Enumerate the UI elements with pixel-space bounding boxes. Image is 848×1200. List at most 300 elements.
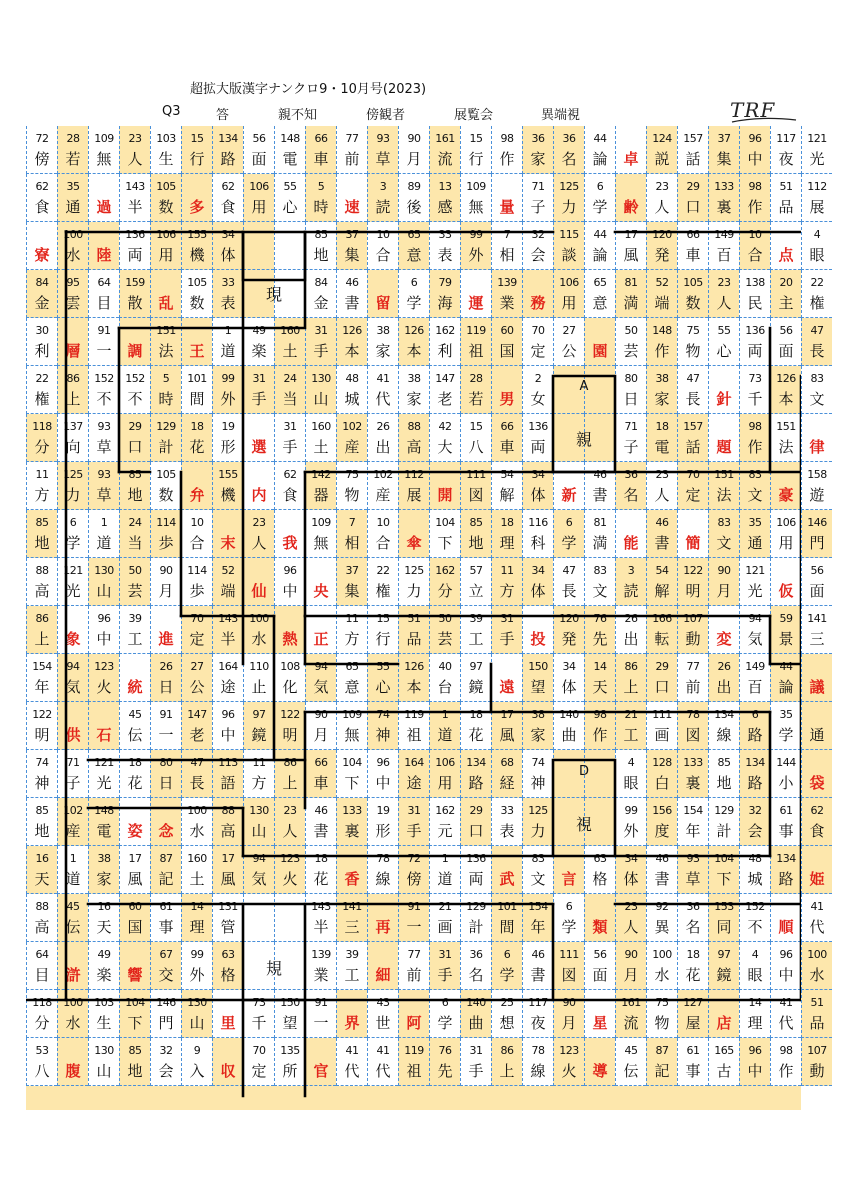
- cell-number: 105: [187, 276, 207, 289]
- cell-number: 118: [32, 996, 52, 1009]
- cell-kanji: 気: [251, 870, 267, 888]
- cell-kanji: 線: [716, 726, 732, 744]
- cell-kanji: 物: [344, 486, 360, 504]
- cell-kanji: 伝: [65, 918, 81, 936]
- cell-number: 45: [624, 1044, 638, 1057]
- cell-kanji: 神: [34, 774, 50, 792]
- cell-number: 98: [779, 1044, 793, 1057]
- grid-cell[interactable]: [801, 750, 832, 798]
- cell-number: 70: [531, 324, 545, 337]
- cell-number: 88: [407, 420, 421, 433]
- cell-number: 150: [528, 660, 548, 673]
- cell-kanji: 学: [592, 198, 608, 216]
- trf-logo: [730, 98, 800, 126]
- cell-number: 96: [779, 948, 793, 961]
- cell-kanji: 中: [375, 774, 391, 792]
- cell-number: 23: [655, 180, 669, 193]
- cell-number: 56: [593, 948, 607, 961]
- cell-kanji: 光: [809, 150, 825, 168]
- cell-kanji: 管: [220, 918, 236, 936]
- cell-number: 39: [345, 948, 359, 961]
- cell-kanji: 動: [685, 630, 701, 648]
- cell-kanji: 傍: [406, 870, 422, 888]
- cell-kanji: 風: [127, 870, 143, 888]
- cell-kanji: 路: [468, 774, 484, 792]
- cell-number: 31: [500, 612, 514, 625]
- cell-kanji: 計: [468, 918, 484, 936]
- cell-number: 84: [314, 276, 328, 289]
- cell-answer-kanji: 陸: [96, 246, 112, 264]
- cell-kanji: 端: [654, 294, 670, 312]
- cell-number: 99: [624, 804, 638, 817]
- cell-kanji: 山: [189, 1014, 205, 1032]
- cell-number: 17: [624, 228, 638, 241]
- cell-number: 23: [283, 804, 297, 817]
- cell-number: 10: [190, 516, 204, 529]
- big-label-a: A: [579, 379, 589, 394]
- grid-cell[interactable]: [801, 366, 832, 414]
- answer-word-1: 親不知: [278, 108, 318, 123]
- cell-number: 88: [35, 564, 49, 577]
- cell-kanji: 計: [716, 822, 732, 840]
- cell-kanji: 上: [34, 630, 50, 648]
- cell-number: 134: [466, 756, 486, 769]
- cell-kanji: 形: [220, 438, 236, 456]
- cell-kanji: 力: [65, 486, 81, 504]
- cell-kanji: 発: [561, 630, 577, 648]
- cell-number: 18: [686, 948, 700, 961]
- cell-kanji: 画: [654, 726, 670, 744]
- cell-kanji: 車: [499, 438, 515, 456]
- cell-number: 61: [159, 900, 173, 913]
- big-label-d: D: [578, 764, 589, 779]
- cell-number: 17: [221, 852, 235, 865]
- cell-kanji: 水: [654, 966, 670, 984]
- cell-number: 25: [500, 996, 514, 1009]
- cell-kanji: 高: [406, 438, 422, 456]
- cell-kanji: 中: [747, 150, 763, 168]
- grid-cell[interactable]: [801, 414, 832, 462]
- cell-number: 121: [745, 564, 765, 577]
- cell-number: 91: [314, 996, 328, 1009]
- cell-kanji: 図: [561, 966, 577, 984]
- cell-kanji: 面: [592, 966, 608, 984]
- cell-kanji: 若: [65, 150, 81, 168]
- cell-answer-kanji: 正: [313, 630, 329, 648]
- puzzle-title: 超拡大版漢字ナンクロ9・10月号(2023): [190, 82, 427, 97]
- cell-number: 21: [624, 708, 638, 721]
- cell-kanji: 用: [561, 294, 577, 312]
- cell-kanji: 夜: [530, 1014, 546, 1032]
- cell-kanji: 語: [220, 774, 236, 792]
- cell-kanji: 体: [220, 246, 236, 264]
- cell-number: 96: [748, 1044, 762, 1057]
- cell-kanji: 生: [96, 1014, 112, 1032]
- cell-answer-kanji: 店: [716, 1014, 732, 1032]
- cell-kanji: 世: [375, 1014, 391, 1032]
- cell-number: 152: [745, 900, 765, 913]
- cell-number: 38: [407, 372, 421, 385]
- cell-number: 33: [221, 276, 235, 289]
- cell-number: 98: [500, 132, 514, 145]
- cell-kanji: 記: [654, 1062, 670, 1080]
- cell-kanji: 流: [623, 1014, 639, 1032]
- grid-cell[interactable]: [801, 846, 832, 894]
- cell-number: 14: [748, 996, 762, 1009]
- cell-kanji: 人: [127, 150, 143, 168]
- cell-kanji: 体: [530, 582, 546, 600]
- cell-kanji: 家: [530, 726, 546, 744]
- cell-number: 80: [159, 756, 173, 769]
- cell-kanji: 地: [34, 822, 50, 840]
- cell-number: 56: [810, 564, 824, 577]
- cell-answer-kanji: 統: [127, 678, 143, 696]
- cell-number: 100: [249, 612, 269, 625]
- cell-number: 166: [652, 612, 672, 625]
- cell-number: 4: [627, 756, 635, 769]
- cell-number: 16: [97, 900, 111, 913]
- cell-kanji: 満: [623, 294, 639, 312]
- cell-number: 120: [559, 612, 579, 625]
- grid-cell[interactable]: [801, 1038, 832, 1086]
- cell-number: 151: [776, 420, 796, 433]
- cell-kanji: 高: [34, 918, 50, 936]
- cell-kanji: 図: [685, 726, 701, 744]
- cell-answer-kanji: 層: [65, 342, 81, 360]
- cell-number: 47: [190, 756, 204, 769]
- cell-number: 119: [404, 708, 424, 721]
- cell-kanji: 論: [592, 246, 608, 264]
- cell-number: 93: [686, 852, 700, 865]
- cell-kanji: 水: [809, 966, 825, 984]
- cell-answer-kanji: 弁: [189, 486, 205, 504]
- grid-cell[interactable]: [801, 126, 832, 174]
- cell-kanji: 文: [747, 486, 763, 504]
- cell-kanji: 望: [530, 678, 546, 696]
- cell-kanji: 公: [189, 678, 205, 696]
- cell-kanji: 水: [251, 630, 267, 648]
- cell-kanji: 光: [747, 582, 763, 600]
- cell-kanji: 文: [592, 582, 608, 600]
- cell-number: 100: [807, 948, 827, 961]
- cell-answer-kanji: 点: [778, 246, 794, 264]
- cell-kanji: 工: [127, 630, 143, 648]
- cell-kanji: 無: [468, 198, 484, 216]
- grid-cell[interactable]: [801, 894, 832, 942]
- cell-kanji: 一: [406, 918, 422, 936]
- grid-cell[interactable]: [801, 462, 832, 510]
- cell-number: 29: [469, 804, 483, 817]
- cell-number: 94: [748, 612, 762, 625]
- cell-kanji: 感: [437, 198, 453, 216]
- grid-cell[interactable]: [801, 702, 832, 750]
- cell-number: 162: [435, 324, 455, 337]
- cell-number: 99: [469, 228, 483, 241]
- cell-number: 18: [190, 420, 204, 433]
- cell-kanji: 産: [344, 438, 360, 456]
- cell-kanji: 体: [561, 678, 577, 696]
- cell-kanji: 手: [406, 822, 422, 840]
- cell-answer-kanji: 再: [375, 918, 391, 936]
- cell-number: 122: [32, 708, 52, 721]
- cell-kanji: 長: [809, 342, 825, 360]
- cell-number: 78: [376, 852, 390, 865]
- cell-answer-kanji: 熱: [282, 630, 298, 648]
- cell-number: 22: [810, 276, 824, 289]
- cell-kanji: 人: [654, 486, 670, 504]
- cell-number: 60: [128, 900, 142, 913]
- cell-kanji: 外: [189, 966, 205, 984]
- cell-number: 50: [128, 564, 142, 577]
- cell-kanji: 地: [468, 534, 484, 552]
- cell-number: 10: [376, 228, 390, 241]
- cell-number: 55: [717, 324, 731, 337]
- cell-kanji: 風: [623, 246, 639, 264]
- cell-number: 73: [748, 372, 762, 385]
- cell-kanji: 金: [313, 294, 329, 312]
- cell-kanji: 老: [189, 726, 205, 744]
- grid-cell[interactable]: [801, 510, 832, 558]
- cell-number: 161: [435, 132, 455, 145]
- cell-kanji: 手: [251, 390, 267, 408]
- cell-kanji: 端: [220, 582, 236, 600]
- cell-number: 64: [35, 948, 49, 961]
- cell-answer-kanji: 響: [127, 966, 143, 984]
- cell-number: 152: [94, 372, 114, 385]
- cell-kanji: 展: [406, 486, 422, 504]
- cell-kanji: 花: [468, 726, 484, 744]
- cell-kanji: 代: [809, 918, 825, 936]
- cell-number: 48: [345, 372, 359, 385]
- cell-kanji: 体: [530, 486, 546, 504]
- cell-number: 109: [94, 132, 114, 145]
- cell-number: 22: [35, 372, 49, 385]
- cell-number: 5: [317, 180, 325, 193]
- cell-number: 88: [221, 804, 235, 817]
- cell-number: 146: [807, 516, 827, 529]
- cell-number: 152: [125, 372, 145, 385]
- cell-number: 37: [717, 132, 731, 145]
- cell-number: 126: [404, 324, 424, 337]
- cell-kanji: 記: [158, 870, 174, 888]
- cell-number: 11: [252, 756, 266, 769]
- cell-kanji: 外: [220, 390, 236, 408]
- grid-cell[interactable]: [801, 222, 832, 270]
- grid-cell[interactable]: [801, 270, 832, 318]
- cell-number: 97: [469, 660, 483, 673]
- cell-number: 125: [528, 804, 548, 817]
- cell-kanji: 中: [220, 726, 236, 744]
- cell-kanji: 読: [623, 582, 639, 600]
- cell-number: 71: [66, 756, 80, 769]
- grid-cell[interactable]: [801, 558, 832, 606]
- cell-kanji: 度: [654, 822, 670, 840]
- cell-answer-kanji: 袋: [809, 774, 825, 792]
- cell-number: 102: [373, 468, 393, 481]
- cell-kanji: 向: [65, 438, 81, 456]
- cell-kanji: 学: [561, 534, 577, 552]
- cell-answer-kanji: 香: [344, 870, 360, 888]
- cell-answer-kanji: 進: [158, 630, 174, 648]
- cell-number: 41: [779, 996, 793, 1009]
- cell-number: 141: [807, 612, 827, 625]
- cell-kanji: 中: [282, 582, 298, 600]
- cell-number: 91: [407, 900, 421, 913]
- cell-kanji: 理: [747, 1014, 763, 1032]
- cell-kanji: 曲: [468, 1014, 484, 1032]
- cell-kanji: 明: [685, 582, 701, 600]
- cell-answer-kanji: 里: [220, 1014, 236, 1032]
- cell-kanji: 地: [127, 486, 143, 504]
- cell-number: 83: [531, 852, 545, 865]
- cell-kanji: 月: [313, 726, 329, 744]
- cell-number: 125: [559, 180, 579, 193]
- grid-cell[interactable]: [801, 318, 832, 366]
- cell-number: 62: [283, 468, 297, 481]
- cell-number: 98: [593, 708, 607, 721]
- cell-kanji: 先: [437, 1062, 453, 1080]
- cell-number: 17: [500, 708, 514, 721]
- cell-number: 6: [751, 708, 759, 721]
- cell-kanji: 神: [375, 726, 391, 744]
- grid-cell[interactable]: [801, 942, 832, 990]
- cell-number: 90: [159, 564, 173, 577]
- cell-number: 147: [435, 372, 455, 385]
- cell-kanji: 満: [592, 534, 608, 552]
- cell-number: 64: [97, 276, 111, 289]
- cell-kanji: 業: [313, 966, 329, 984]
- cell-kanji: 名: [561, 150, 577, 168]
- cell-kanji: 代: [778, 1014, 794, 1032]
- cell-kanji: 下: [437, 534, 453, 552]
- cell-kanji: 心: [716, 342, 732, 360]
- cell-number: 86: [66, 372, 80, 385]
- cell-number: 31: [283, 420, 297, 433]
- cell-number: 22: [376, 564, 390, 577]
- cell-number: 54: [500, 468, 514, 481]
- cell-kanji: 家: [96, 870, 112, 888]
- cell-kanji: 鏡: [251, 726, 267, 744]
- cell-kanji: 作: [747, 198, 763, 216]
- cell-kanji: 老: [437, 390, 453, 408]
- cell-number: 133: [342, 804, 362, 817]
- cell-kanji: 海: [437, 294, 453, 312]
- cell-kanji: 気: [313, 678, 329, 696]
- cell-kanji: 夜: [778, 150, 794, 168]
- cell-kanji: 水: [189, 822, 205, 840]
- cell-number: 102: [342, 420, 362, 433]
- cell-kanji: 手: [468, 1062, 484, 1080]
- cell-kanji: 三: [809, 630, 825, 648]
- cell-kanji: 入: [189, 1062, 205, 1080]
- cell-kanji: 月: [406, 150, 422, 168]
- cell-kanji: 書: [313, 822, 329, 840]
- cell-number: 85: [35, 516, 49, 529]
- cell-kanji: 気: [65, 678, 81, 696]
- cell-kanji: 解: [499, 486, 515, 504]
- cell-kanji: 半: [313, 918, 329, 936]
- cell-number: 10: [748, 228, 762, 241]
- cell-number: 106: [249, 180, 269, 193]
- cell-number: 6: [565, 900, 573, 913]
- cell-kanji: 天: [96, 918, 112, 936]
- cell-number: 81: [593, 516, 607, 529]
- cell-answer-kanji: 園: [592, 342, 608, 360]
- cell-number: 112: [404, 468, 424, 481]
- cell-kanji: 集: [344, 246, 360, 264]
- cell-number: 7: [348, 516, 356, 529]
- cell-number: 90: [407, 132, 421, 145]
- cell-number: 54: [655, 564, 669, 577]
- cell-number: 139: [311, 948, 331, 961]
- cell-number: 160: [311, 420, 331, 433]
- cell-kanji: 物: [685, 342, 701, 360]
- cell-number: 91: [97, 324, 111, 337]
- grid-cell[interactable]: [801, 174, 832, 222]
- cell-number: 162: [435, 564, 455, 577]
- grid-cell[interactable]: [801, 654, 832, 702]
- cell-number: 85: [35, 804, 49, 817]
- cell-number: 41: [345, 1044, 359, 1057]
- cell-number: 117: [528, 996, 548, 1009]
- cell-kanji: 花: [127, 774, 143, 792]
- cell-number: 20: [779, 276, 793, 289]
- cell-kanji: 上: [282, 774, 298, 792]
- cell-number: 5: [162, 372, 170, 385]
- cell-number: 119: [404, 1044, 424, 1057]
- cell-kanji: 眼: [809, 246, 825, 264]
- cell-number: 83: [717, 516, 731, 529]
- cell-number: 97: [252, 708, 266, 721]
- grid-cell[interactable]: [801, 990, 832, 1038]
- cell-number: 155: [218, 468, 238, 481]
- grid-cell[interactable]: [801, 606, 832, 654]
- cell-number: 105: [683, 276, 703, 289]
- cell-kanji: 国: [499, 342, 515, 360]
- cell-kanji: 屋: [685, 1014, 701, 1032]
- cell-number: 31: [469, 1044, 483, 1057]
- cell-kanji: 道: [220, 342, 236, 360]
- cell-number: 39: [128, 612, 142, 625]
- cell-kanji: 意: [406, 246, 422, 264]
- cell-number: 103: [94, 996, 114, 1009]
- cell-number: 43: [376, 996, 390, 1009]
- grid-cell[interactable]: [801, 798, 832, 846]
- cell-number: 56: [252, 132, 266, 145]
- cell-answer-kanji: 調: [127, 342, 143, 360]
- logo-underline: [730, 98, 800, 126]
- cell-kanji: 通: [809, 726, 825, 744]
- cell-number: 120: [652, 228, 672, 241]
- cell-kanji: 数: [158, 198, 174, 216]
- cell-kanji: 家: [406, 390, 422, 408]
- cell-answer-kanji: 収: [220, 1062, 236, 1080]
- cell-number: 94: [314, 660, 328, 673]
- cell-number: 126: [776, 372, 796, 385]
- cell-number: 29: [655, 660, 669, 673]
- cell-number: 123: [94, 660, 114, 673]
- cell-kanji: 学: [778, 726, 794, 744]
- cell-number: 23: [655, 468, 669, 481]
- cell-number: 81: [624, 276, 638, 289]
- cell-number: 123: [559, 1044, 579, 1057]
- cell-number: 59: [779, 612, 793, 625]
- cell-kanji: 日: [158, 678, 174, 696]
- cell-kanji: 事: [158, 918, 174, 936]
- cell-kanji: 代: [375, 390, 391, 408]
- cell-kanji: 曲: [561, 726, 577, 744]
- cell-number: 32: [159, 1044, 173, 1057]
